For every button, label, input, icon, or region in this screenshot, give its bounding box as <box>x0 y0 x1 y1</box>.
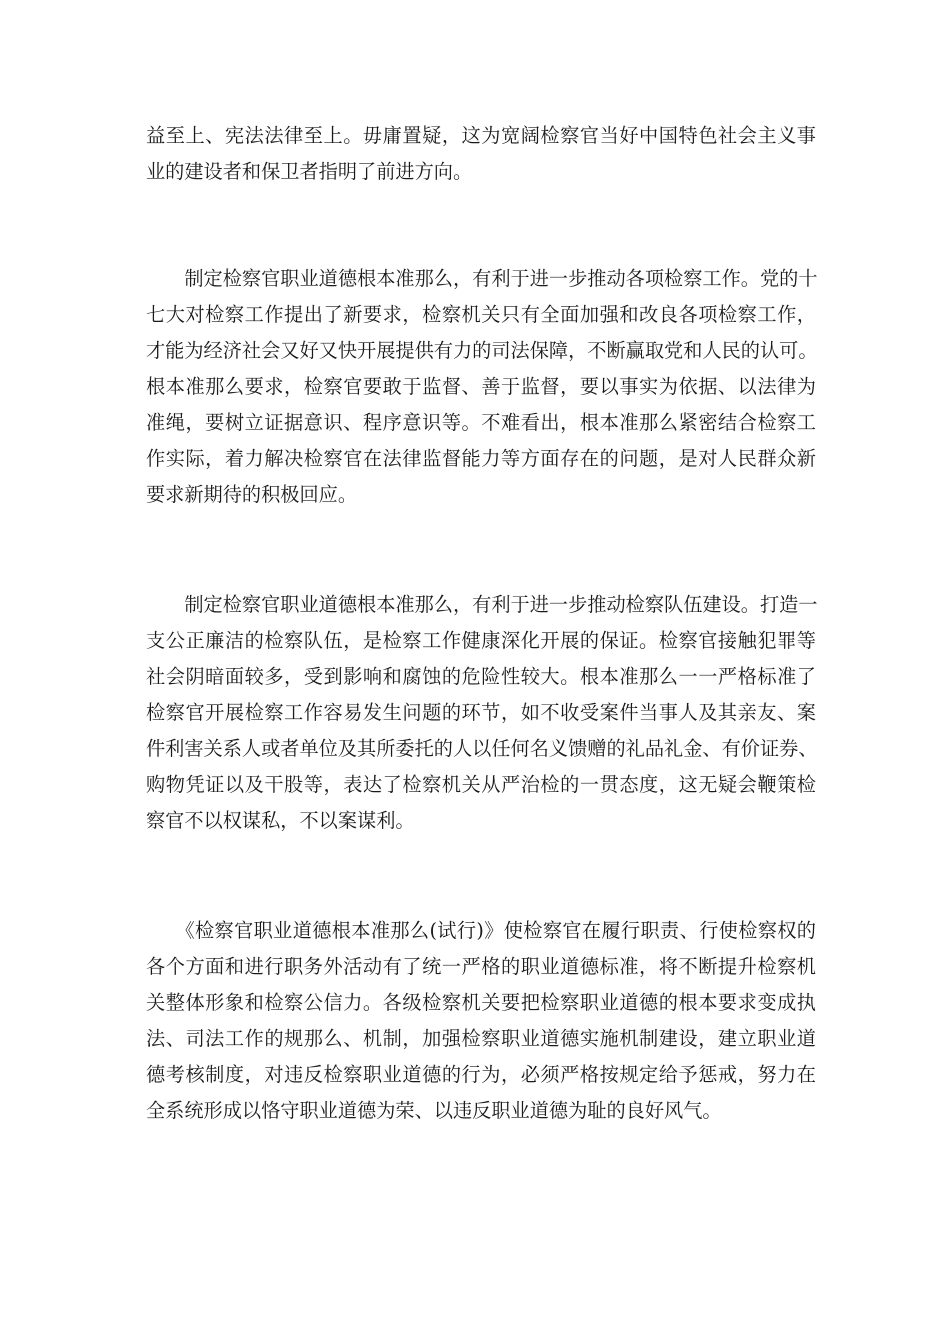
paragraph-line: 作实际，着力解决检察官在法律监督能力等方面存在的问题，是对人民群众新 <box>146 447 816 470</box>
paragraph-line: 才能为经济社会又好又快开展提供有力的司法保障，不断赢取党和人民的认可。 <box>146 339 818 362</box>
paragraph-line: 要求新期待的积极回应。 <box>146 483 358 506</box>
paragraph-line: 根本准那么要求，检察官要敢于监督、善于监督，要以事实为依据、以法律为 <box>146 375 816 398</box>
paragraph-line: 购物凭证以及干股等，表达了检察机关从严治检的一贯态度，这无疑会鞭策检 <box>146 773 816 796</box>
paragraph-line: 制定检察官职业道德根本准那么，有利于进一步推动各项检察工作。党的十 <box>146 267 818 290</box>
paragraph-line: 社会阴暗面较多，受到影响和腐蚀的危险性较大。根本准那么一一严格标准了 <box>146 665 816 688</box>
paragraph-line: 准绳，要树立证据意识、程序意识等。不难看出，根本准那么紧密结合检察工 <box>146 411 816 434</box>
paragraph-line: 察官不以权谋私，不以案谋利。 <box>146 809 415 832</box>
paragraph-line: 七大对检察工作提出了新要求，检察机关只有全面加强和改良各项检察工作， <box>146 303 816 326</box>
paragraph-line: 件利害关系人或者单位及其所委托的人以任何名义馈赠的礼品礼金、有价证券、 <box>146 737 818 760</box>
paragraph-line: 制定检察官职业道德根本准那么，有利于进一步推动检察队伍建设。打造一 <box>146 593 818 616</box>
paragraph-3 <box>146 587 816 839</box>
paragraph-line: 各个方面和进行职务外活动有了统一严格的职业道德标准，将不断提升检察机 <box>146 955 816 978</box>
paragraph-line: 全系统形成以恪守职业道德为荣、以违反职业道德为耻的良好风气。 <box>146 1099 722 1122</box>
paragraph-4 <box>146 913 816 1129</box>
paragraph-line: 支公正廉洁的检察队伍，是检察工作健康深化开展的保证。检察官接触犯罪等 <box>146 629 816 652</box>
paragraph-line: 益至上、宪法法律至上。毋庸置疑，这为宽阔检察官当好中国特色社会主义事 <box>146 124 816 147</box>
paragraph-line: 关整体形象和检察公信力。各级检察机关要把检察职业道德的根本要求变成执 <box>146 991 816 1014</box>
paragraph-line: 法、司法工作的规那么、机制，加强检察职业道德实施机制建设，建立职业道 <box>146 1027 816 1050</box>
paragraph-1 <box>146 118 816 190</box>
paragraph-line: 《检察官职业道德根本准那么(试行)》使检察官在履行职责、行使检察权的 <box>146 919 816 942</box>
paragraph-line: 德考核制度，对违反检察职业道德的行为，必须严格按规定给予惩戒，努力在 <box>146 1063 816 1086</box>
paragraph-line: 检察官开展检察工作容易发生问题的环节，如不收受案件当事人及其亲友、案 <box>146 701 816 724</box>
paragraph-2 <box>146 261 816 513</box>
paragraph-line: 业的建设者和保卫者指明了前进方向。 <box>146 160 473 183</box>
